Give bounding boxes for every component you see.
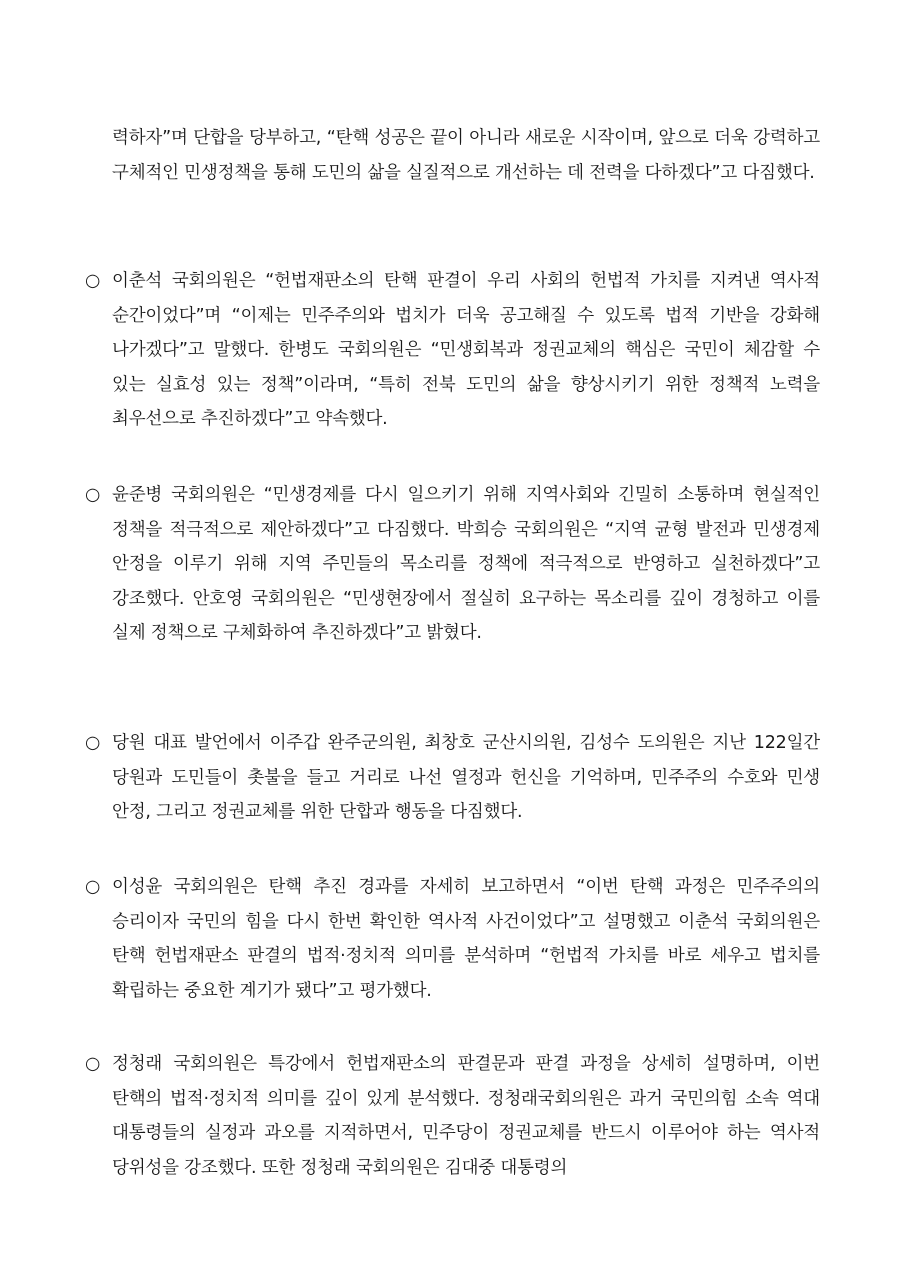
paragraph-text: 당원 대표 발언에서 이주갑 완주군의원, 최창호 군산시의원, 김성수 도의원은 지난 122일간 당원과 도민들이 촛불을 들고 거리로 나선 열정과 헌신을 기억하며, 민주주의 수호와 민생 안정, 그리고 정권교체를 위한 단합과 행동을 다짐했다. (112, 733, 820, 822)
paragraph-jung-cheong-rae (85, 1047, 820, 1185)
paragraph-lee-seong-yoon (85, 870, 820, 1008)
paragraph-text: 이성윤 국회의원은 탄핵 추진 경과를 자세히 보고하면서 “이번 탄핵 과정은 민주주의의 승리이자 국민의 힘을 다시 한번 확인한 역사적 사건이었다”고 설명했고 이춘석 국회의원은 탄핵 헌법재판소 판결의 법적·정치적 의미를 분석하며 “헌법적 가치를 바로 세우고 법치를 확립하는 중요한 계기가 됐다”고 평가했다. (112, 877, 820, 1001)
circle-bullet-icon: ○ (85, 877, 101, 897)
paragraph-party-members (85, 726, 820, 830)
circle-bullet-icon: ○ (85, 485, 101, 505)
paragraph-continued (112, 121, 820, 190)
circle-bullet-icon: ○ (85, 733, 101, 753)
circle-bullet-icon: ○ (85, 1054, 101, 1074)
paragraph-text: 윤준병 국회의원은 “민생경제를 다시 일으키기 위해 지역사회와 긴밀히 소통하며 현실적인 정책을 적극적으로 제안하겠다”고 다짐했다. 박희승 국회의원은 “지역 균형 발전과 민생경제 안정을 이루기 위해 지역 주민들의 목소리를 정책에 적극적으로 반영하고 실천하겠다”고 강조했다. 안호영 국회의원은 “민생현장에서 절실히 요구하는 목소리를 깊이 경청하고 이를 실제 정책으로 구체화하여 추진하겠다”고 밝혔다. (112, 485, 820, 643)
paragraph-text: 정청래 국회의원은 특강에서 헌법재판소의 판결문과 판결 과정을 상세히 설명하며, 이번 탄핵의 법적·정치적 의미를 깊이 있게 분석했다. 정청래국회의원은 과거 국민의힘 소속 역대 대통령들의 실정과 과오를 지적하면서, 민주당이 정권교체를 반드시 이루어야 하는 역사적 당위성을 강조했다. 또한 정청래 국회의원은 김대중 대통령의 (112, 1054, 820, 1178)
paragraph-text: 력하자”며 단합을 당부하고, “탄핵 성공은 끝이 아니라 새로운 시작이며, 앞으로 더욱 강력하고 구체적인 민생정책을 통해 도민의 삶을 실질적으로 개선하는 데 전력을 다하겠다”고 다짐했다. (112, 128, 820, 183)
paragraph-text: 이춘석 국회의원은 “헌법재판소의 탄핵 판결이 우리 사회의 헌법적 가치를 지켜낸 역사적 순간이었다”며 “이제는 민주주의와 법치가 더욱 공고해질 수 있도록 법적 기반을 강화해 나가겠다”고 말했다. 한병도 국회의원은 “민생회복과 정권교체의 핵심은 국민이 체감할 수 있는 실효성 있는 정책”이라며, “특히 전북 도민의 삶을 향상시키기 위한 정책적 노력을 최우선으로 추진하겠다”고 약속했다. (112, 271, 820, 429)
paragraph-lee-chun-seok (85, 264, 820, 437)
circle-bullet-icon: ○ (85, 271, 101, 291)
paragraph-yoon-jun-byeong (85, 478, 820, 651)
